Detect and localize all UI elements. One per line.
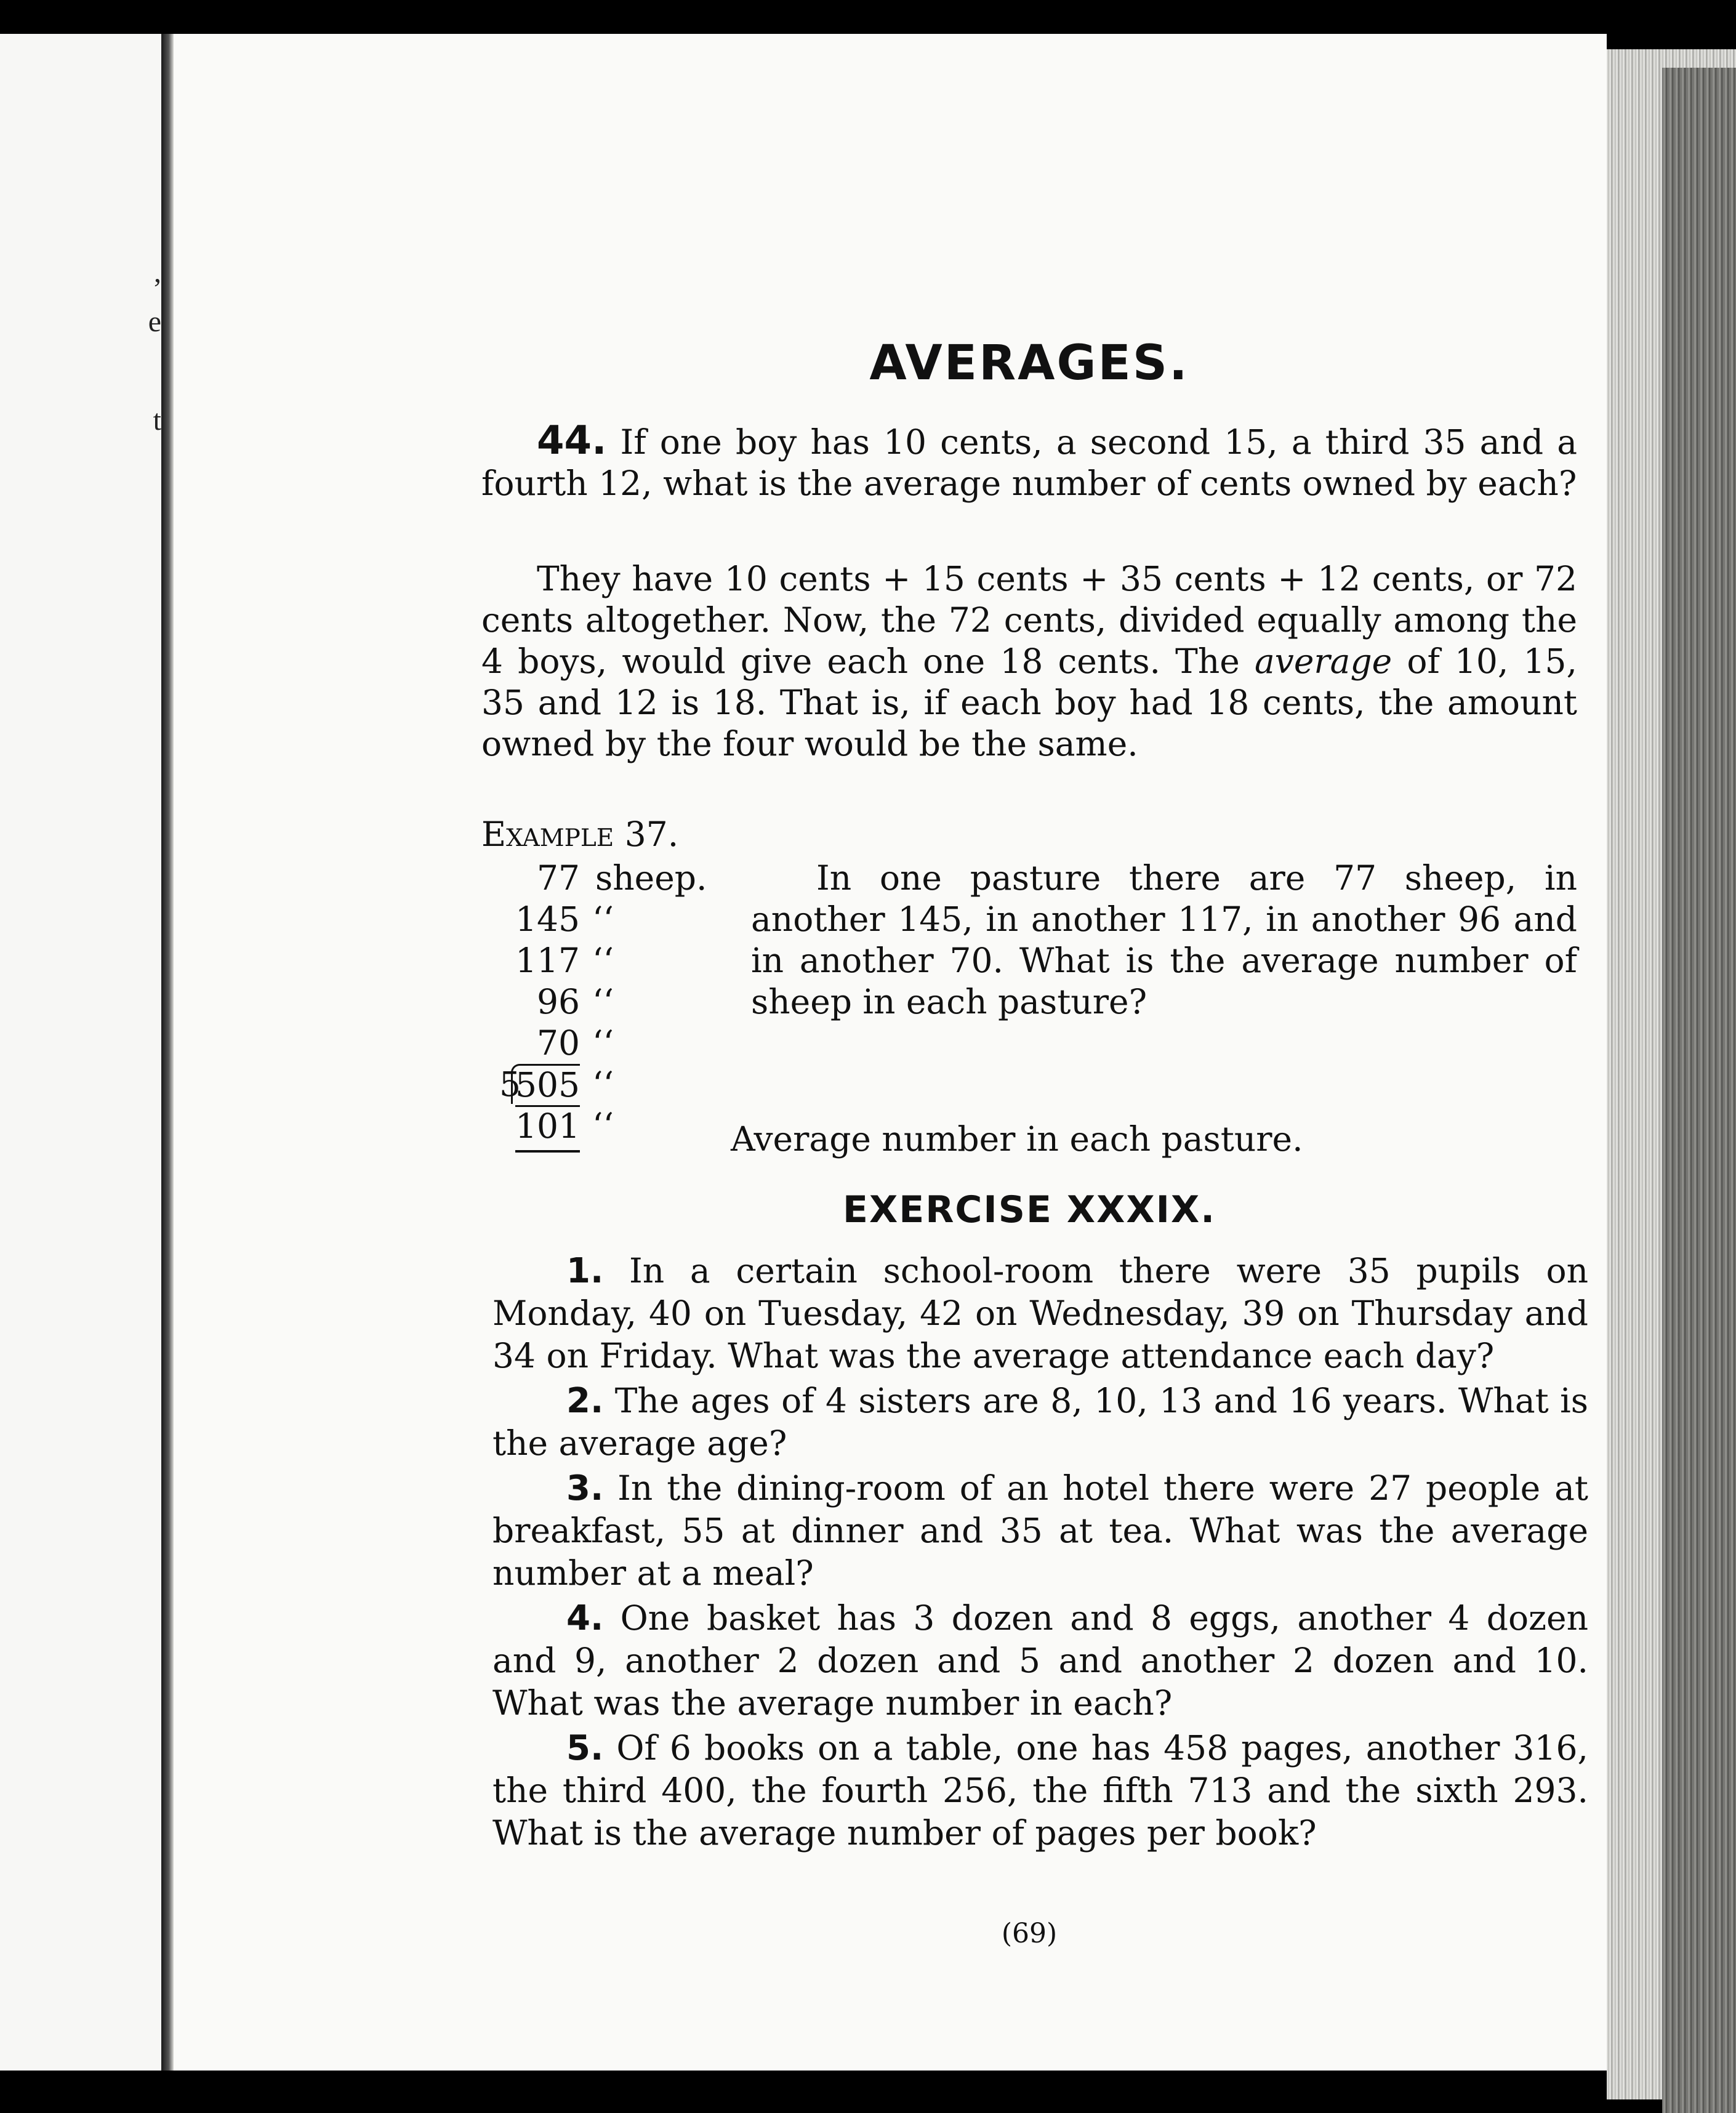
- calc-value: 96: [537, 982, 580, 1021]
- section-explanation: [481, 558, 1577, 765]
- explanation-text-start: They have 10 cents + 15 cents + 35 cents + 12 cents, or 72 cents altogether. Now, the 72 cents, divided equally among the 4 boys, would give each one 18 cents. The: [481, 559, 1577, 681]
- exercise-item-number: 1.: [566, 1251, 604, 1291]
- left-page-edge-char: ,: [154, 256, 161, 289]
- exercise-item: [492, 1597, 1588, 1725]
- page-number: (69): [1001, 1918, 1058, 1949]
- calc-row: [481, 1023, 666, 1064]
- exercise-item-text: In a certain school-room there were 35 pupils on Monday, 40 on Tuesday, 42 on Wednesday, 39 on Thursday and 34 on Friday. What was the average attendance each day?: [492, 1251, 1588, 1375]
- example-calculation: [481, 858, 707, 1146]
- calc-unit: ‘‘: [592, 1023, 614, 1063]
- example-problem-text: In one pasture there are 77 sheep, in another 145, in another 117, in another 96 and in another 70. What is the average number of sheep in each pasture?: [751, 858, 1577, 1021]
- exercise-item: [492, 1467, 1588, 1595]
- page-edges-shadow: [1662, 68, 1736, 2113]
- calc-row: [481, 858, 707, 899]
- exercise-list: [492, 1250, 1588, 1857]
- book-gutter: [161, 34, 174, 2071]
- explanation-italic-term: average: [1254, 642, 1392, 681]
- explanation-text-end: of 10, 15, 35 and 12 is 18. That is, if each boy had 18 cents, the amount owned by the four would be the same.: [481, 642, 1577, 763]
- right-page: [174, 34, 1607, 2071]
- exercise-item: [492, 1727, 1588, 1854]
- exercise-title: EXERCISE XXXIX.: [842, 1188, 1216, 1231]
- calc-value: 70: [537, 1023, 580, 1063]
- calc-unit: ‘‘: [592, 1106, 614, 1145]
- calc-value: 145: [515, 900, 580, 939]
- exercise-item-text: In the dining-room of an hotel there were 27 people at breakfast, 55 at dinner and 35 at tea. What was the average number at a meal?: [492, 1468, 1588, 1593]
- exercise-item: [492, 1380, 1588, 1465]
- calc-unit: ‘‘: [592, 941, 614, 980]
- calc-quotient: 101: [515, 1105, 580, 1153]
- calc-row: [481, 981, 666, 1023]
- example-label: Example 37.: [481, 815, 679, 854]
- page-title: AVERAGES.: [869, 336, 1189, 391]
- exercise-item-number: 4.: [566, 1598, 604, 1638]
- calc-row: [481, 940, 666, 981]
- exercise-item: [492, 1250, 1588, 1377]
- calc-row: [481, 899, 666, 940]
- left-page-edge-char: t: [153, 404, 161, 437]
- calc-row-quotient: [481, 1105, 666, 1146]
- exercise-item-number: 3.: [566, 1468, 604, 1508]
- exercise-item-text: Of 6 books on a table, one has 458 pages, another 316, the third 400, the fourth 256, the fifth 713 and the sixth 293. What is the average number of pages per book?: [492, 1728, 1589, 1853]
- exercise-item-number: 2.: [566, 1381, 604, 1421]
- calc-dividend: 505: [511, 1064, 580, 1104]
- example-problem: [751, 858, 1577, 1023]
- calc-unit: ‘‘: [592, 1065, 614, 1104]
- exercise-item-text: One basket has 3 dozen and 8 eggs, another 4 dozen and 9, another 2 dozen and 5 and another 2 dozen and 10. What was the average number in each?: [492, 1598, 1589, 1723]
- left-page-edge-char: e: [148, 305, 161, 338]
- calc-value: 77: [537, 858, 580, 898]
- calc-divisor: 5: [499, 1065, 521, 1104]
- calc-unit: ‘‘: [592, 900, 614, 939]
- section-number: 44.: [537, 418, 607, 464]
- section-question: [481, 418, 1577, 504]
- example-result: Average number in each pasture.: [731, 1119, 1303, 1159]
- calc-row-division: [481, 1064, 666, 1105]
- exercise-item-number: 5.: [566, 1728, 604, 1768]
- exercise-item-text: The ages of 4 sisters are 8, 10, 13 and 16 years. What is the average age?: [492, 1381, 1589, 1463]
- calc-value: 117: [515, 941, 580, 980]
- section-question-text: If one boy has 10 cents, a second 15, a third 35 and a fourth 12, what is the average number of cents owned by each?: [481, 422, 1577, 503]
- calc-unit: sheep.: [595, 858, 707, 898]
- left-page: [0, 34, 161, 2071]
- calc-unit: ‘‘: [592, 982, 614, 1021]
